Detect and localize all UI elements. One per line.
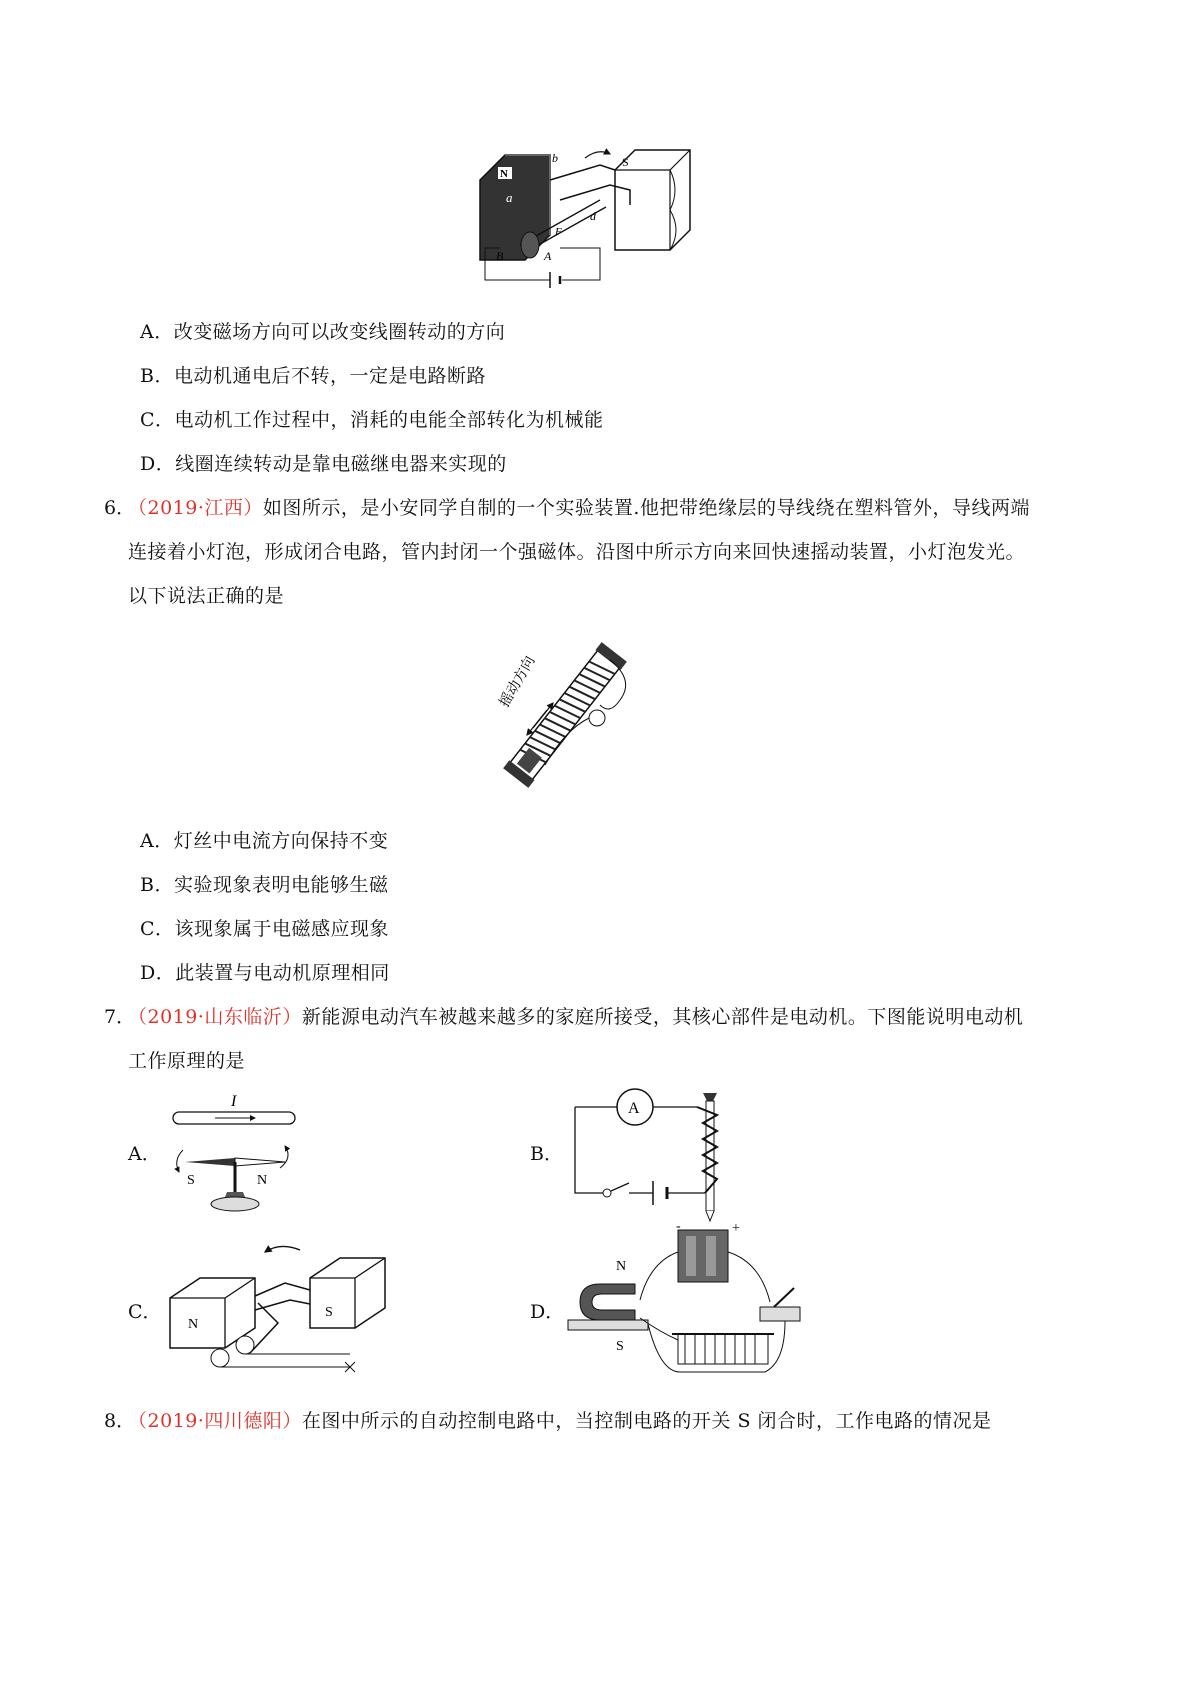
svg-text:b: b: [552, 151, 558, 165]
question-text: （2019·四川德阳）在图中所示的自动控制电路中，当控制电路的开关 S 闭合时，工作电路的情况是: [128, 1410, 992, 1432]
q5-option-a[interactable]: A．改变磁场方向可以改变线圈转动的方向: [140, 321, 506, 343]
question-text: 以下说法正确的是: [128, 585, 285, 607]
q5-option-c[interactable]: C．电动机工作过程中，消耗的电能全部转化为机械能: [140, 409, 604, 431]
svg-text:N: N: [188, 1317, 199, 1332]
question-number: 8．: [104, 1410, 136, 1432]
svg-text:S: S: [616, 1339, 624, 1354]
svg-text:I: I: [231, 1093, 237, 1110]
svg-text:S: S: [325, 1305, 333, 1320]
oersted-figure: [165, 1092, 305, 1222]
q6-option-d[interactable]: D．此装置与电动机原理相同: [140, 962, 390, 984]
svg-text:F: F: [555, 226, 562, 238]
question-source: （2019·四川德阳）: [128, 1410, 302, 1432]
svg-text:S: S: [622, 155, 629, 169]
question-text: （2019·江西）如图所示，是小安同学自制的一个实验装置.他把带绝缘层的导线绕在塑料管外，导线两端: [128, 497, 1030, 519]
svg-text:-: -: [676, 1222, 681, 1234]
q7-option-d[interactable]: D．: [530, 1301, 565, 1323]
question-number: 7．: [104, 1006, 136, 1028]
svg-text:A: A: [544, 249, 552, 263]
question-source: （2019·山东临沂）: [128, 1006, 302, 1028]
question-text: 工作原理的是: [128, 1050, 246, 1072]
question-source: （2019·江西）: [128, 497, 263, 519]
experiment-setup-figure: [560, 1222, 820, 1392]
svg-text:B: B: [496, 249, 504, 263]
svg-text:N: N: [257, 1173, 268, 1188]
shake-tube-figure: [485, 630, 645, 800]
svg-text:+: +: [732, 1222, 740, 1236]
svg-text:A: A: [628, 1100, 640, 1117]
q5-option-d[interactable]: D．线圈连续转动是靠电磁继电器来实现的: [140, 453, 507, 475]
svg-text:d: d: [590, 209, 596, 223]
q5-option-b[interactable]: B．电动机通电后不转，一定是电路断路: [140, 365, 486, 387]
q6-option-c[interactable]: C．该现象属于电磁感应现象: [140, 918, 390, 940]
question-text: 连接着小灯泡，形成闭合电路，管内封闭一个强磁体。沿图中所示方向来回快速摇动装置，小灯泡发光。: [128, 541, 1026, 563]
motor-figure: [470, 140, 730, 300]
question-number: 6．: [104, 497, 136, 519]
q6-option-a[interactable]: A．灯丝中电流方向保持不变: [140, 830, 389, 852]
q7-option-a[interactable]: A．: [128, 1143, 161, 1165]
q6-option-b[interactable]: B．实验现象表明电能够生磁: [140, 874, 389, 896]
q7-option-c[interactable]: C．: [128, 1301, 162, 1323]
svg-text:a: a: [506, 190, 513, 205]
svg-text:N: N: [616, 1259, 627, 1274]
svg-text:N: N: [500, 168, 508, 180]
svg-text:S: S: [187, 1173, 195, 1188]
svg-text:摇动方向: 摇动方向: [497, 654, 539, 710]
q7-option-b[interactable]: B．: [530, 1143, 563, 1165]
question-text: （2019·山东临沂）新能源电动汽车被越来越多的家庭所接受，其核心部件是电动机。下图能说明电动机: [128, 1006, 1024, 1028]
motor-poles-figure: [160, 1238, 390, 1378]
electromagnet-figure: [565, 1085, 755, 1225]
